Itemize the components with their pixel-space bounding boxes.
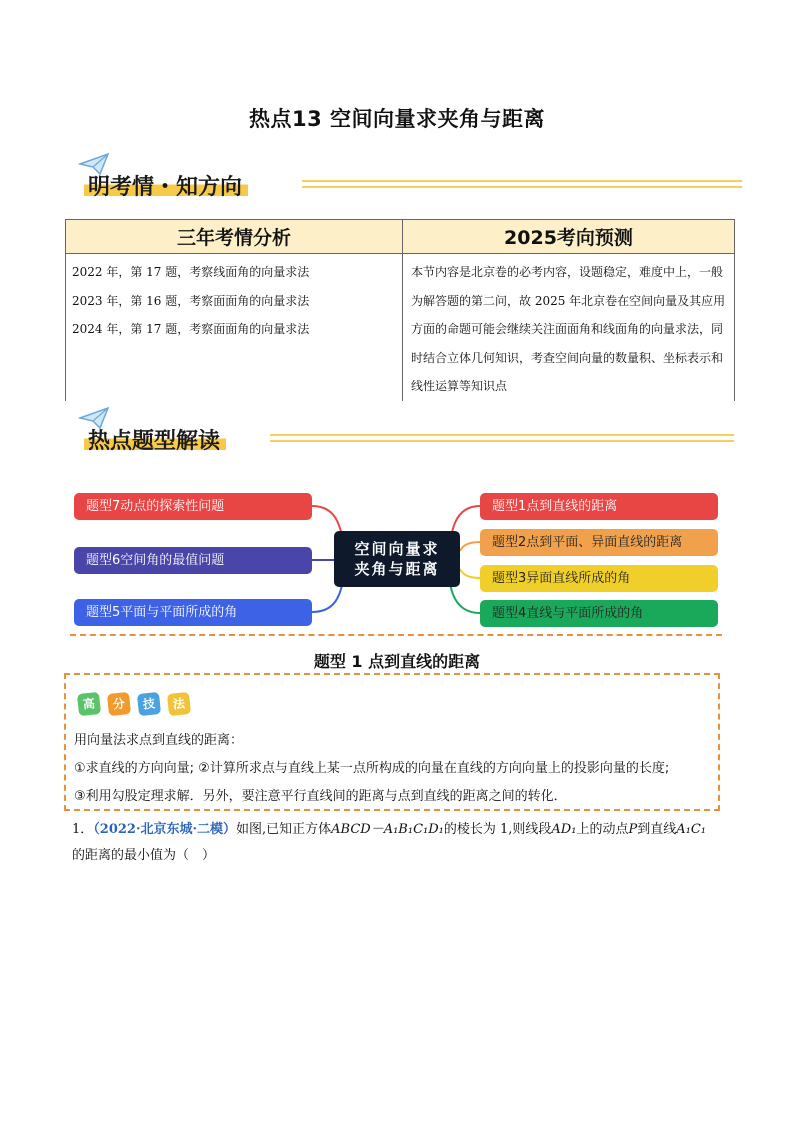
mindmap-node-topic-5: 题型5平面与平面所成的角 bbox=[74, 599, 312, 626]
forecast-cell: 本节内容是北京卷的必考内容，设题稳定，难度中上，一般为解答题的第二问，故 2025 年北京卷在空间向量及其应用方面的命题可能会继续关注面面角和线面角的向量求法，同时结合立体几何知识，考查空间向量的数量积、坐标表示和线性运算等知识点 bbox=[403, 254, 735, 401]
tips-badge: 高 bbox=[77, 692, 101, 716]
mindmap-node-topic-4: 题型4直线与平面所成的角 bbox=[480, 600, 718, 627]
mindmap-node-topic-2: 题型2点到平面、异面直线的距离 bbox=[480, 529, 718, 556]
analysis-line: 2024 年，第 17 题，考察面面角的向量求法 bbox=[72, 322, 310, 336]
analysis-cell bbox=[66, 254, 403, 401]
mindmap-node-topic-7: 题型7动点的探索性问题 bbox=[74, 493, 312, 520]
mindmap-center-line: 空间向量求 bbox=[354, 540, 440, 558]
section-title: 题型 1 点到直线的距离 bbox=[313, 652, 481, 671]
analysis-line: 2023 年，第 16 题，考察面面角的向量求法 bbox=[72, 293, 310, 308]
point-label: P bbox=[628, 822, 638, 837]
mindmap-center-line: 夹角与距离 bbox=[354, 560, 440, 578]
tips-badge: 法 bbox=[167, 692, 191, 716]
tips-badge: 分 bbox=[107, 692, 131, 716]
tips-text bbox=[74, 727, 722, 811]
tips-badges bbox=[78, 693, 193, 717]
section-divider bbox=[70, 634, 722, 636]
banner-label: 明考情・知方向 bbox=[84, 170, 248, 198]
section-banner-exam-analysis bbox=[72, 156, 742, 200]
cube-label: ABCD－A₁B₁C₁D₁ bbox=[331, 822, 444, 837]
segment-label: AD₁ bbox=[551, 822, 577, 837]
tips-line: ③利用勾股定理求解．另外，要注意平行直线间的距离与点到直线的距离之间的转化． bbox=[74, 789, 567, 804]
analysis-line: 2022 年，第 17 题，考察线面角的向量求法 bbox=[72, 265, 310, 279]
tips-line: 用向量法求点到直线的距离： bbox=[74, 733, 244, 748]
exam-analysis-table bbox=[65, 219, 735, 401]
mindmap-node-topic-6: 题型6空间角的最值问题 bbox=[74, 547, 312, 574]
banner-rule bbox=[302, 180, 742, 188]
page-title: 热点13 空间向量求夹角与距离 bbox=[248, 107, 546, 131]
banner-rule bbox=[270, 434, 734, 442]
banner-label: 热点题型解读 bbox=[84, 424, 226, 452]
question-text: 的棱长为 1,则线段 bbox=[443, 822, 552, 837]
question-number: 1． bbox=[72, 822, 94, 837]
mindmap-node-topic-1: 题型1点到直线的距离 bbox=[480, 493, 718, 520]
tips-badge: 技 bbox=[137, 692, 161, 716]
question-text: 到直线 bbox=[637, 822, 677, 837]
table-header-analysis: 三年考情分析 bbox=[66, 220, 403, 254]
mindmap-center bbox=[334, 531, 460, 587]
question-text: 的距离的最小值为（ ） bbox=[72, 848, 216, 863]
section-banner-hot-topics bbox=[72, 410, 734, 454]
question-text: 如图,已知正方体 bbox=[236, 822, 332, 837]
line-label: A₁C₁ bbox=[676, 822, 706, 837]
question-source: （2022·北京东城·二模） bbox=[93, 822, 237, 837]
table-header-forecast: 2025考向预测 bbox=[403, 220, 735, 254]
tips-box bbox=[64, 673, 720, 811]
tips-line: ①求直线的方向向量; ②计算所求点与直线上某一点所构成的向量在直线的方向向量上的投影向量的长度; bbox=[74, 761, 670, 776]
question-text: 上的动点 bbox=[576, 822, 629, 837]
mindmap-node-topic-3: 题型3异面直线所成的角 bbox=[480, 565, 718, 592]
topic-mindmap bbox=[0, 485, 794, 635]
question-1 bbox=[72, 817, 732, 869]
